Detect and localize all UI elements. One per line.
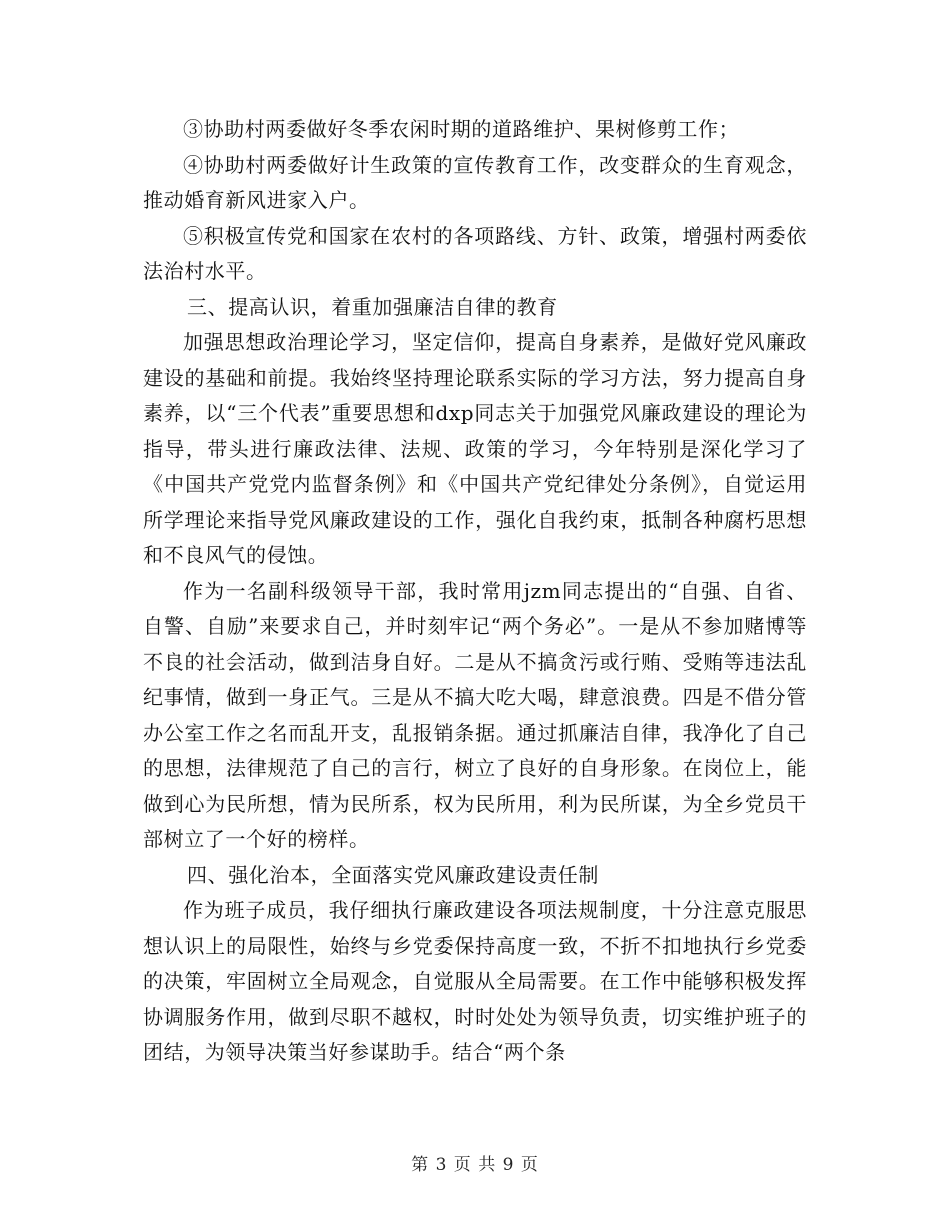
section-heading-3: 三、提高认识，着重加强廉洁自律的教育 (187, 294, 558, 319)
paragraph-responsibility: 作为班子成员，我仔细执行廉政建设各项法规制度，十分注意克服思想认识上的局限性，始终与乡党委保持高度一致，不折不扣地执行乡党委的决策，牢固树立全局观念，自觉服从全局需要。在工作中能够积极发挥协调服务作用，做到尽职不越权，时时处处为领导负责，切实维护班子的团结，为领导决策当好参谋助手。结合“两个条 (143, 898, 807, 1064)
page-footer: 第 3 页 共 9 页 (411, 1155, 539, 1175)
document-body (143, 112, 807, 1071)
paragraph-item-3: ③协助村两委做好冬季农闲时期的道路维护、果树修剪工作； (183, 117, 740, 141)
paragraph-self-discipline: 作为一名副科级领导干部，我时常用jzm同志提出的“自强、自省、自警、自励”来要求自己，并时刻牢记“两个务必”。一是从不参加赌博等不良的社会活动，做到洁身自好。二是从不搞贪污或行贿、受贿等违法乱纪事情，做到一身正气。三是从不搞大吃大喝，肆意浪费。四是不借分管办公室工作之名而乱开支，乱报销条据。通过抓廉洁自律，我净化了自己的思想，法律规范了自己的言行，树立了良好的自身形象。在岗位上，能做到心为民所想，情为民所系，权为民所用，利为民所谋，为全乡党员干部树立了一个好的榜样。 (143, 578, 807, 851)
paragraph-item-4: ④协助村两委做好计生政策的宣传教育工作，改变群众的生育观念，推动婚育新风进家入户。 (143, 152, 807, 212)
section-heading-4: 四、强化治本，全面落实党风廉政建设责任制 (187, 862, 599, 887)
paragraph-theory-study: 加强思想政治理论学习，坚定信仰，提高自身素养，是做好党风廉政建设的基础和前提。我始终坚持理论联系实际的学习方法，努力提高自身素养，以“三个代表”重要思想和dxp同志关于加强党风廉政建设的理论为指导，带头进行廉政法律、法规、政策的学习，今年特别是深化学习了《中国共产党党内监督条例》和《中国共产党纪律处分条例》，自觉运用所学理论来指导党风廉政建设的工作，强化自我约束，抵制各种腐朽思想和不良风气的侵蚀。 (143, 330, 807, 567)
paragraph-item-5: ⑤积极宣传党和国家在农村的各项路线、方针、政策，增强村两委依法治村水平。 (143, 223, 807, 283)
